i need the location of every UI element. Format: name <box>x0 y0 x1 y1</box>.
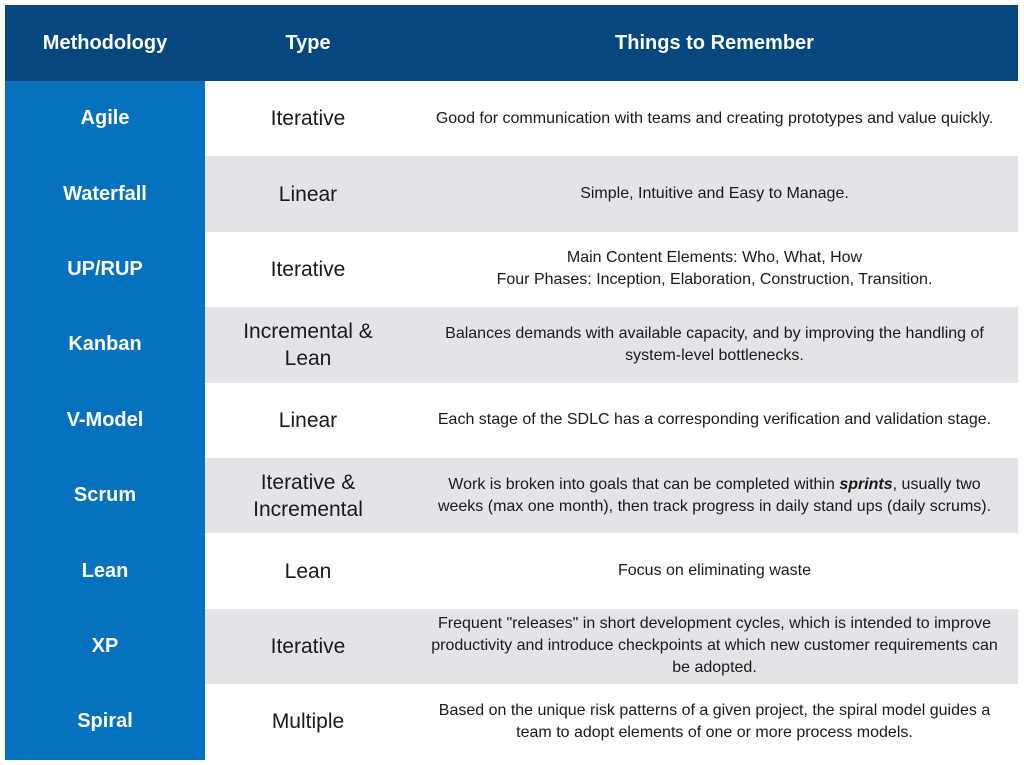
type-cell: Iterative <box>205 609 411 684</box>
methodology-cell: V-Model <box>5 383 205 458</box>
table-row <box>5 307 1018 382</box>
table-header <box>5 5 1018 81</box>
type-line: Iterative & <box>260 470 356 494</box>
type-cell <box>205 458 411 533</box>
notes-cell: Good for communication with teams and creating prototypes and value quickly. <box>435 109 994 127</box>
type-cell: Linear <box>205 156 411 231</box>
notes-text: , usually two weeks (max one month), then track progress in daily stand ups (daily scrums). <box>437 475 992 515</box>
table-row <box>5 533 1018 608</box>
type-cell: Iterative <box>270 107 346 131</box>
type-cell: Lean <box>284 559 332 583</box>
notes-cell: Each stage of the SDLC has a corresponding verification and validation stage. <box>437 411 992 429</box>
notes-emphasis: sprints <box>839 475 893 493</box>
notes-text: Work is broken into goals that can be completed within <box>448 475 840 493</box>
table-row <box>5 609 1018 684</box>
type-cell: Multiple <box>271 710 345 734</box>
table-row <box>5 458 1018 533</box>
notes-line: Four Phases: Inception, Elaboration, Construction, Transition. <box>496 271 933 289</box>
table-body <box>5 81 1018 760</box>
methodology-cell: UP/RUP <box>5 232 205 307</box>
type-cell: Linear <box>278 408 338 432</box>
type-line: Lean <box>284 346 332 370</box>
notes-cell: Based on the unique risk patterns of a given project, the spiral model guides a team to adopt elements of one or more process models. <box>438 701 991 741</box>
header-things-to-remember: Things to Remember <box>615 31 814 54</box>
table-row <box>5 232 1018 307</box>
notes-cell <box>411 232 1018 307</box>
type-cell: Iterative <box>270 257 346 281</box>
type-line: Incremental <box>253 497 363 521</box>
methodology-cell: Waterfall <box>5 156 205 231</box>
header-methodology: Methodology <box>42 31 168 54</box>
notes-cell: Simple, Intuitive and Easy to Manage. <box>411 156 1018 231</box>
table-row <box>5 383 1018 458</box>
methodology-cell: Spiral <box>5 684 205 759</box>
notes-line: Main Content Elements: Who, What, How <box>566 249 863 267</box>
methodology-cell: XP <box>5 609 205 684</box>
methodology-cell: Kanban <box>5 307 205 382</box>
notes-cell: Frequent "releases" in short development cycles, which is intended to improve productivity and introduce checkpoints at which new customer requirements can be adopted. <box>411 609 1018 684</box>
notes-cell <box>411 458 1018 533</box>
type-line: Incremental & <box>243 319 373 343</box>
header-type: Type <box>285 31 331 54</box>
methodology-cell: Lean <box>5 533 205 608</box>
table-row <box>5 81 1018 156</box>
table-row <box>5 156 1018 231</box>
notes-cell: Focus on eliminating waste <box>618 562 811 580</box>
table-row <box>5 684 1018 759</box>
methodology-table <box>5 5 1018 760</box>
notes-cell: Balances demands with available capacity, and by improving the handling of system-level bottlenecks. <box>411 307 1018 382</box>
methodology-cell: Scrum <box>5 458 205 533</box>
methodology-cell: Agile <box>5 81 205 156</box>
type-cell <box>205 307 411 382</box>
